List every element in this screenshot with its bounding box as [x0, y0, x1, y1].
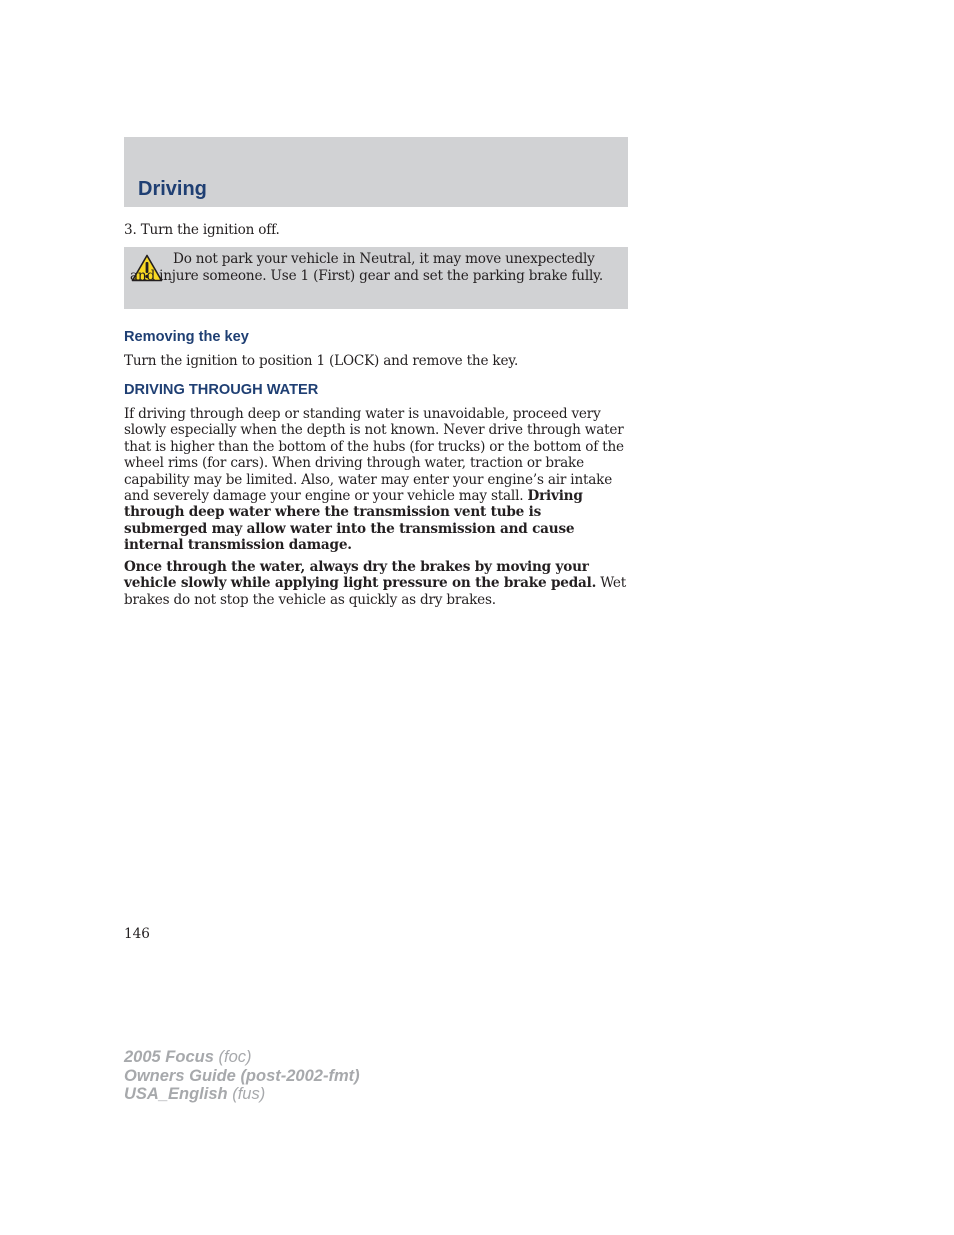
footer-guide: Owners Guide (post-2002-fmt) — [124, 1066, 360, 1085]
step-3-text: 3. Turn the ignition off. — [124, 222, 280, 238]
driving-water-paragraph-2-bold: Once through the water, always dry the brakes by moving your vehicle slowly while applying light pressure on the brake pedal. — [124, 559, 597, 592]
section-header-band — [124, 137, 628, 207]
removing-key-text: Turn the ignition to position 1 (LOCK) and remove the key. — [124, 353, 519, 369]
document-footer — [124, 1048, 360, 1104]
footer-model: 2005 Focus — [124, 1048, 214, 1066]
page-number: 146 — [124, 926, 150, 942]
footer-model-code: (foc) — [218, 1048, 252, 1066]
footer-language: USA_English — [124, 1085, 228, 1103]
driving-water-paragraph-1 — [124, 406, 628, 554]
footer-language-code: (fus) — [232, 1085, 266, 1103]
driving-through-water-heading: DRIVING THROUGH WATER — [124, 382, 319, 398]
driving-water-paragraph-1-bold: Driving through deep water where the transmission vent tube is submerged may allow water into the transmission and cause internal transmission damage. — [124, 488, 583, 554]
footer-line-3 — [124, 1085, 360, 1104]
warning-box — [124, 247, 628, 309]
driving-water-paragraph-2-normal: Wet brakes do not stop the vehicle as quickly as dry brakes. — [124, 575, 627, 608]
driving-water-paragraph-2 — [124, 559, 628, 608]
footer-line-1 — [124, 1048, 360, 1067]
removing-key-heading: Removing the key — [124, 329, 249, 345]
warning-text: Do not park your vehicle in Neutral, it may move unexpectedly and injure someone. Use 1 (First) gear and set the parking brake fully. — [130, 251, 603, 284]
driving-water-paragraph-1-normal: If driving through deep or standing water is unavoidable, proceed very slowly especially when the depth is not known. Never drive through water that is higher than the bottom of the hubs (for trucks) or the bottom of the wheel rims (for cars). When driving through water, traction or brake capability may be limited. Also, water may enter your engine’s air intake and severely damage your engine or your vehicle may stall. — [124, 406, 624, 505]
section-title: Driving — [138, 178, 207, 200]
